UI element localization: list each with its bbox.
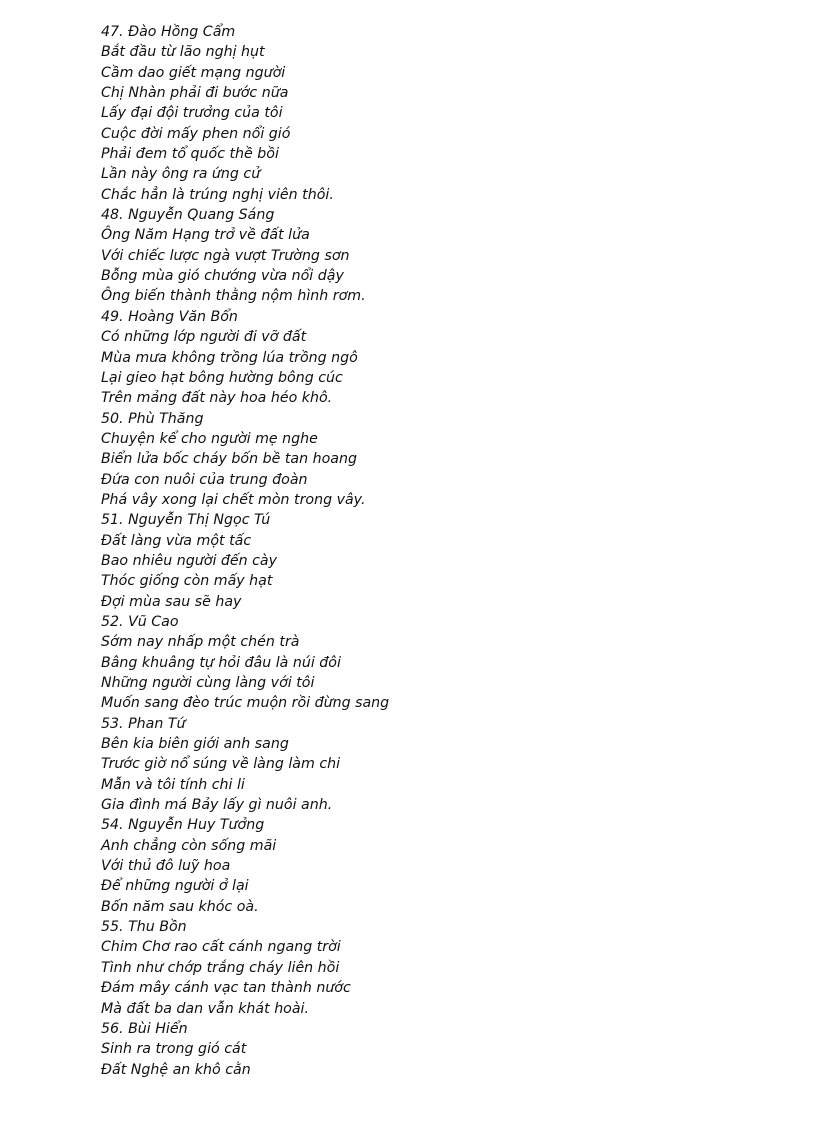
text-line: 53. Phan Tứ	[101, 715, 186, 732]
text-line: 47. Đào Hồng Cẩm	[101, 24, 236, 40]
text-line: Đất làng vừa một tấc	[101, 532, 252, 549]
text-line: Sớm nay nhấp một chén trà	[101, 634, 300, 651]
text-line: Những người cùng làng với tôi	[101, 675, 315, 691]
text-line: Với chiếc lược ngà vượt Trường sơn	[101, 247, 350, 264]
text-line: Trên mảng đất này hoa héo khô.	[101, 390, 333, 407]
text-line: Có những lớp người đi vỡ đất	[101, 329, 307, 346]
text-line: Mà đất ba dan vẫn khát hoài.	[101, 1000, 310, 1017]
text-line: Thóc giống còn mấy hạt	[101, 573, 273, 590]
text-line: 54. Nguyễn Huy Tưởng	[101, 817, 265, 834]
text-line: Biển lửa bốc cháy bốn bề tan hoang	[101, 451, 357, 468]
text-line: Bao nhiêu người đến cày	[101, 552, 278, 569]
text-line: Lại gieo hạt bông hường bông cúc	[101, 369, 343, 386]
text-line: Đứa con nuôi của trung đoàn	[101, 471, 308, 488]
text-line: 48. Nguyễn Quang Sáng	[101, 207, 275, 224]
text-line: Cuộc đời mấy phen nổi gió	[101, 125, 291, 142]
text-line: Bốn năm sau khóc oà.	[101, 898, 259, 915]
text-line: Mùa mưa không trồng lúa trồng ngô	[101, 349, 358, 366]
text-line: Lần này ông ra ứng cử	[101, 166, 261, 183]
text-line: 50. Phù Thăng	[101, 410, 204, 427]
text-line: 55. Thu Bồn	[101, 919, 187, 936]
text-line: 49. Hoàng Văn Bổn	[101, 308, 238, 325]
text-line: Bắt đầu từ lão nghị hụt	[101, 44, 265, 61]
text-line: Anh chẳng còn sống mãi	[101, 837, 277, 854]
text-line: Phải đem tổ quốc thề bồi	[101, 146, 279, 163]
text-line: Sinh ra trong gió cát	[101, 1041, 247, 1058]
text-line: Để những người ở lại	[101, 878, 249, 895]
text-line: 51. Nguyễn Thị Ngọc Tú	[101, 512, 271, 529]
text-line: Chắc hẳn là trúng nghị viên thôi.	[101, 186, 334, 203]
text-line: Chim Chơ rao cất cánh ngang trời	[101, 939, 341, 956]
text-line: Phá vây xong lại chết mòn trong vây.	[101, 491, 366, 508]
text-line: Chị Nhàn phải đi bước nữa	[101, 85, 289, 102]
text-line: Muốn sang đèo trúc muộn rồi đừng sang	[101, 695, 390, 712]
text-line: Ông Năm Hạng trở về đất lửa	[101, 227, 310, 244]
text-line: 56. Bùi Hiển	[101, 1020, 188, 1037]
text-line: Tình như chớp trắng cháy liên hồi	[101, 959, 340, 976]
text-line: Chuyện kể cho người mẹ nghe	[101, 430, 318, 447]
text-line: Bâng khuâng tự hỏi đâu là núi đôi	[101, 654, 341, 671]
text-line: Trước giờ nổ súng về làng làm chi	[101, 756, 341, 773]
text-line: Cầm dao giết mạng người	[101, 64, 286, 81]
text-line: Đợi mùa sau sẽ hay	[101, 593, 242, 610]
text-line: Bên kia biên giới anh sang	[101, 736, 289, 753]
text-line: Bỗng mùa gió chướng vừa nổi dậy	[101, 268, 344, 285]
text-line: 52. Vũ Cao	[101, 613, 179, 630]
text-line: Gia đình má Bảy lấy gì nuôi anh.	[101, 797, 333, 814]
poem-text-block	[101, 22, 389, 1080]
text-line: Mẫn và tôi tính chi li	[101, 776, 245, 793]
text-line: Lấy đại đội trưởng của tôi	[101, 105, 283, 122]
text-line: Đám mây cánh vạc tan thành nước	[101, 980, 351, 997]
text-line: Ông biến thành thằng nộm hình rơm.	[101, 288, 366, 305]
text-line: Đất Nghệ an khô cằn	[101, 1061, 251, 1078]
text-line: Với thủ đô luỹ hoa	[101, 858, 231, 875]
